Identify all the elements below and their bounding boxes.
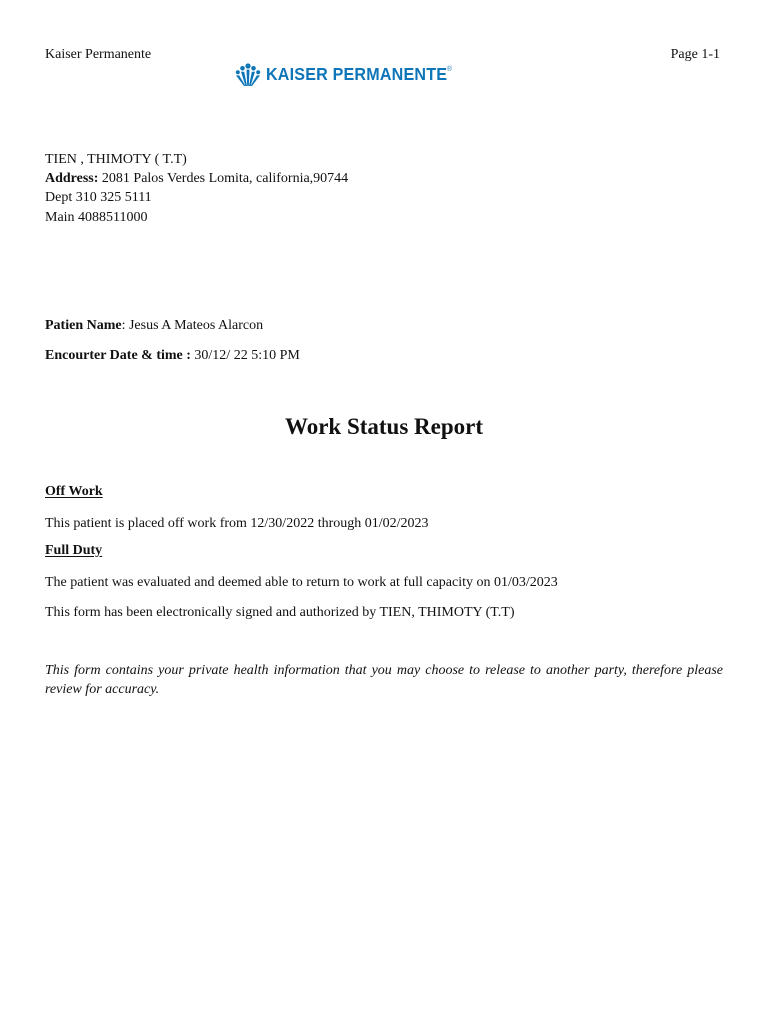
- encounter-value: 30/12/ 22 5:10 PM: [190, 348, 300, 363]
- encounter-label: Encourter Date & time :: [45, 348, 191, 363]
- off-work-heading: Off Work: [45, 484, 103, 499]
- privacy-notice: This form contains your private health information that you may choose to release to another party, therefore please review for accuracy.: [45, 663, 723, 697]
- full-duty-heading: Full Duty: [45, 543, 103, 558]
- provider-main-phone: Main 4088511000: [45, 210, 148, 225]
- full-duty-text: The patient was evaluated and deemed able to return to work at full capacity on 01/03/2023: [45, 575, 558, 590]
- off-work-text: This patient is placed off work from 12/30/2022 through 01/02/2023: [45, 516, 429, 531]
- report-title: Work Status Report: [284, 414, 484, 439]
- encounter-row: [45, 346, 300, 365]
- provider-dept-phone: Dept 310 325 5111: [45, 190, 152, 205]
- kaiser-people-icon: [235, 63, 261, 87]
- provider-name: TIEN , THIMOTY ( T.T): [45, 152, 187, 167]
- patient-name-row: [45, 316, 263, 335]
- address-label: Address:: [45, 171, 99, 186]
- header-org-name: Kaiser Permanente: [45, 47, 152, 62]
- provider-address: [45, 169, 348, 188]
- patient-name-label: Patien Name: [45, 318, 122, 333]
- patient-name-value: : Jesus A Mateos Alarcon: [121, 318, 264, 333]
- kaiser-logo: [235, 63, 468, 87]
- page-number: Page 1-1: [670, 47, 720, 62]
- address-value: 2081 Palos Verdes Lomita, california,90744: [98, 171, 349, 186]
- signature-text: This form has been electronically signed and authorized by TIEN, THIMOTY (T.T): [45, 605, 515, 620]
- logo-wordmark: KAISER PERMANENTE®: [266, 64, 453, 85]
